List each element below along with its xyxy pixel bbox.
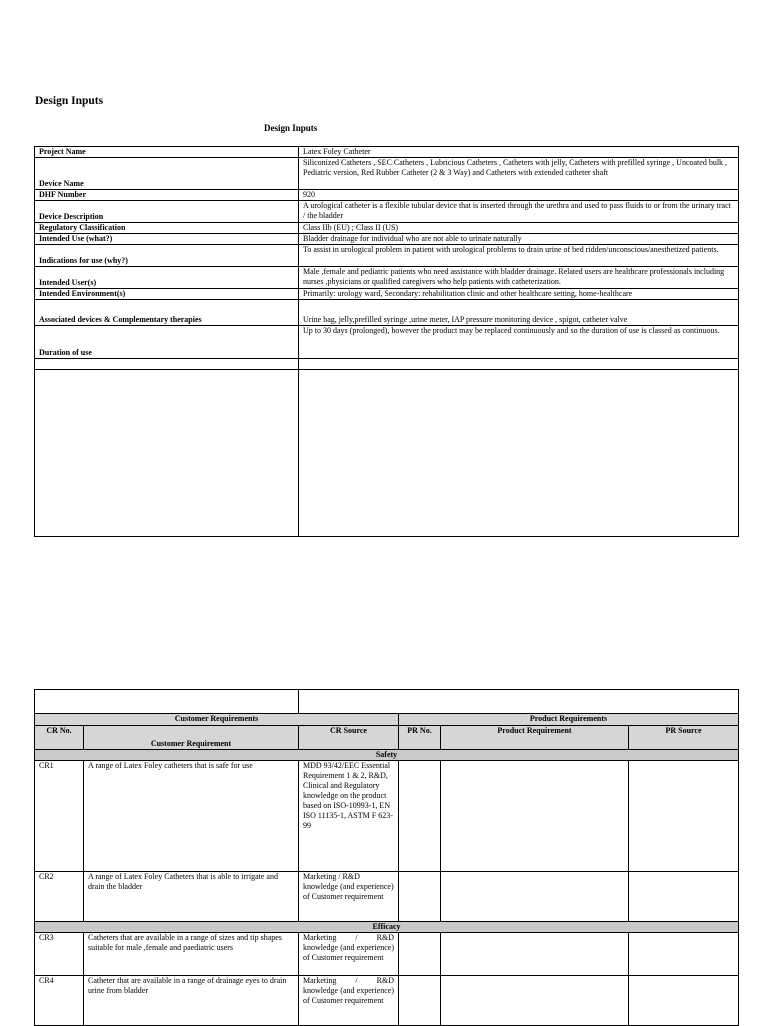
column-header-cr-no: CR No. [35,726,84,750]
table-row [35,326,739,359]
row-value: Bladder drainage for individual who are not able to urinate naturally [299,234,739,245]
table-caption: Design Inputs [264,123,318,133]
row-value: Class IIb (EU) ; Class II (US) [299,223,739,234]
column-header-pr-source: PR Source [629,726,739,750]
customer-requirements-header: Customer Requirements [35,714,399,726]
empty-cell [299,690,739,714]
table-row [35,201,739,223]
row-value: Up to 30 days (prolonged), however the product may be replaced continuously and so the duration of use is classed as continuous. [299,326,739,359]
cr-source: MDD 93/42/EEC Essential Requirement 1 & 2, R&D, Clinical and Regulatory knowledge on the product based on ISO-10993-1, EN ISO 11135-1, ASTM F 623-99 [299,761,399,872]
table-row [35,690,739,714]
column-header-pr-no: PR No. [399,726,441,750]
section-row [35,922,739,933]
requirements-table [34,689,739,1026]
row-label: Project Name [35,147,299,158]
row-label: Indications for use (why?) [35,245,299,267]
empty-cell [35,690,299,714]
table-row [35,158,739,190]
table-row [35,245,739,267]
row-value: 920 [299,190,739,201]
empty-cell [35,370,299,537]
table-group-header-row [35,714,739,726]
row-label: Associated devices & Complementary therapies [35,300,299,326]
row-label: Intended Use (what?) [35,234,299,245]
cr-number: CR4 [35,976,84,1026]
table-header-row [35,726,739,750]
product-requirements-header: Product Requirements [399,714,739,726]
empty-cell [299,359,739,370]
table-row [35,289,739,300]
pr-number [399,761,441,872]
table-row [35,234,739,245]
table-row [35,761,739,872]
section-row [35,750,739,761]
cr-source: Marketing / R&D knowledge (and experience) of Customer requirement [299,872,399,922]
table-row [35,359,739,370]
customer-requirement: A range of Latex Foley Catheters that is able to irrigate and drain the bladder [84,872,299,922]
row-label: Duration of use [35,326,299,359]
table-row [35,190,739,201]
cr-number: CR1 [35,761,84,872]
pr-number [399,976,441,1026]
row-label: Device Name [35,158,299,190]
cr-source: Marketing / R&D knowledge (and experience) of Customer requirement [299,933,399,976]
table-row [35,933,739,976]
row-value: Latex Foley Catheter [299,147,739,158]
pr-number [399,933,441,976]
cr-number: CR2 [35,872,84,922]
customer-requirement: A range of Latex Foley catheters that is safe for use [84,761,299,872]
row-label: Device Description [35,201,299,223]
row-value: Siliconized Catheters , SEC Catheters , Lubricious Catheters , Catheters with jelly, Catheters with prefilled syringe , Uncoated bulk , Pediatric version, Red Rubber Catheter (2 & 3 Way) and Catheters with extended catheter shaft [299,158,739,190]
empty-cell [35,359,299,370]
design-inputs-table [34,146,739,537]
column-header-customer-requirement: Customer Requirement [84,726,299,750]
row-label: Intended User(s) [35,267,299,289]
table-row [35,976,739,1026]
product-requirement [441,761,629,872]
pr-source [629,872,739,922]
customer-requirement: Catheters that are available in a range of sizes and tip shapes suitable for male ,female and paediatric users [84,933,299,976]
row-value: To assist in urological problem in patient with urological problems to drain urine of bed ridden/unconscious/anesthetized patients. [299,245,739,267]
table-row [35,147,739,158]
table-row [35,223,739,234]
cr-source: Marketing / R&D knowledge (and experience) of Customer requirement [299,976,399,1026]
pr-source [629,976,739,1026]
row-value: A urological catheter is a flexible tubular device that is inserted through the urethra and used to pass fluids to or from the urinary tract / the bladder [299,201,739,223]
section-label: Safety [35,750,739,761]
pr-number [399,872,441,922]
table-row [35,267,739,289]
row-label: Regulatory Classification [35,223,299,234]
table-row [35,300,739,326]
product-requirement [441,933,629,976]
column-header-cr-source: CR Source [299,726,399,750]
row-label: Intended Environment(s) [35,289,299,300]
column-header-product-requirement: Product Requirement [441,726,629,750]
customer-requirement: Catheter that are available in a range of drainage eyes to drain urine from bladder [84,976,299,1026]
row-value: Urine bag, jelly,prefilled syringe ,urine meter, IAP pressure monitoring device , spigot, catheter valve [299,300,739,326]
product-requirement [441,976,629,1026]
product-requirement [441,872,629,922]
table-row [35,872,739,922]
page-heading: Design Inputs [35,95,104,107]
row-label: DHF Number [35,190,299,201]
empty-cell [299,370,739,537]
table-row [35,370,739,537]
row-value: Primarily: urology ward, Secondary: rehabilitation clinic and other healthcare setting, home-healthcare [299,289,739,300]
pr-source [629,761,739,872]
pr-source [629,933,739,976]
cr-number: CR3 [35,933,84,976]
section-label: Efficacy [35,922,739,933]
row-value: Male ,female and pediatric patients who need assistance with bladder drainage. Related users are healthcare professionals including nurses ,physicians or qualified caregivers who help patients with catheterization. [299,267,739,289]
